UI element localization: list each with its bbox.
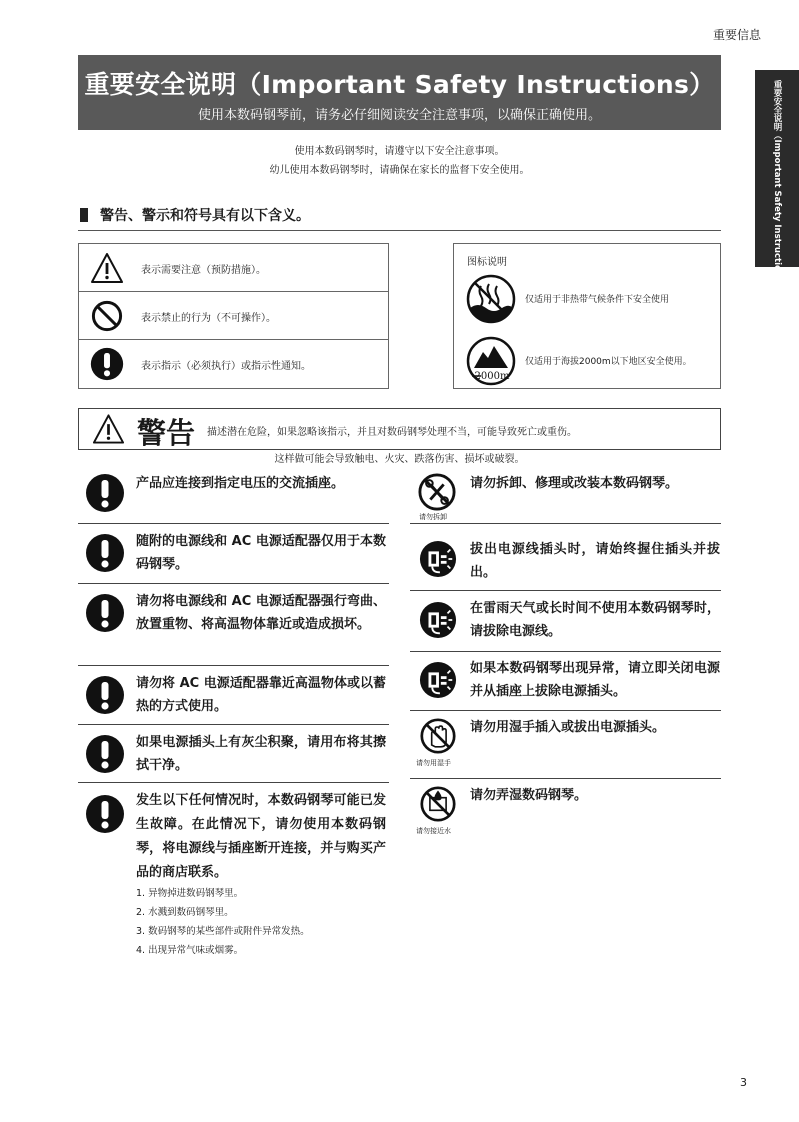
right-item-caption: 请勿用湿手 (416, 759, 451, 767)
intro-line-1: 使用本数码钢琴时，请遵守以下安全注意事项。 (294, 146, 505, 157)
list-item: 3. 数码钢琴的某些部件或附件异常发热。 (136, 926, 310, 937)
mandatory-action-icon (85, 734, 125, 774)
icon-legend-title: 图标说明 (467, 257, 507, 268)
legend-row (79, 292, 388, 340)
icon-legend-text: 仅适用于海拔2000m以下地区安全使用。 (525, 357, 692, 367)
legend-text: 表示禁止的行为（不可操作）。 (141, 313, 276, 324)
malfunction-list (136, 884, 310, 960)
right-item-text: 在雷雨天气或长时间不使用本数码钢琴时，请拔除电源线。 (470, 601, 720, 639)
caution-triangle-icon (90, 251, 124, 285)
unplug-icon (419, 540, 457, 578)
icon-legend (453, 243, 721, 389)
mandatory-action-icon (85, 533, 125, 573)
page-title: 重要安全说明（Important Safety Instructions） (84, 70, 715, 99)
list-item: 4. 出现异常气味或烟雾。 (136, 945, 244, 956)
legend-text: 表示需要注意（预防措施）。 (141, 265, 266, 276)
divider (410, 590, 721, 591)
left-item-text: 发生以下任何情况时，本数码钢琴可能已发生故障。在此情况下，请勿使用本数码钢琴，将电源线与插座断开连接，并与购买产品的商店联系。 (136, 793, 386, 880)
symbol-legend (78, 243, 389, 389)
right-item-caption: 请勿拆卸 (419, 513, 447, 521)
right-item-text: 请勿弄湿数码钢琴。 (470, 788, 588, 803)
list-item: 2. 水溅到数码钢琴里。 (136, 907, 234, 918)
warning-triangle-icon (92, 413, 125, 445)
altitude-2000m-icon (466, 336, 516, 386)
left-item-text: 随附的电源线和 AC 电源适配器仅用于本数码钢琴。 (136, 534, 386, 572)
right-item-text: 如果本数码钢琴出现异常，请立即关闭电源并从插座上拔除电源插头。 (470, 661, 720, 699)
icon-legend-row (466, 336, 716, 386)
divider (78, 665, 389, 666)
mandatory-action-icon (90, 347, 124, 381)
right-item-text: 请勿用湿手插入或拔出电源插头。 (470, 720, 666, 735)
right-item-text: 拔出电源线插头时，请始终握住插头并拔出。 (470, 542, 720, 580)
divider (78, 724, 389, 725)
divider (78, 523, 389, 524)
legend-text: 表示指示（必须执行）或指示性通知。 (141, 361, 311, 372)
legend-row (79, 244, 388, 292)
warning-description: 描述潜在危险，如果忽略该指示，并且对数码钢琴处理不当，可能导致死亡或重伤。 (207, 427, 577, 438)
icon-legend-row (466, 274, 716, 324)
intro-line-2: 幼儿使用本数码钢琴时，请确保在家长的监督下安全使用。 (269, 165, 530, 176)
symbols-heading (78, 205, 721, 231)
mandatory-action-icon (85, 794, 125, 834)
warning-note: 这样做可能会导致触电、火灾、跌落伤害、损坏或破裂。 (274, 454, 525, 465)
side-tab (755, 70, 799, 291)
legend-row (79, 340, 388, 388)
divider (78, 782, 389, 783)
left-item-text: 产品应连接到指定电压的交流插座。 (136, 476, 345, 491)
heading-marker (80, 208, 88, 222)
mandatory-action-icon (85, 675, 125, 715)
divider (410, 710, 721, 711)
no-disassembly-icon (418, 473, 456, 511)
symbols-heading-text: 警告、警示和符号具有以下含义。 (100, 208, 310, 224)
warning-box (78, 408, 721, 450)
icon-legend-text: 仅适用于非热带气候条件下安全使用 (525, 295, 670, 305)
mandatory-action-icon (85, 473, 125, 513)
left-item-text: 请勿将电源线和 AC 电源适配器强行弯曲、放置重物、将高温物体靠近或造成损坏。 (136, 594, 386, 632)
left-item-text: 如果电源插头上有灰尘积聚，请用布将其擦拭干净。 (136, 735, 386, 773)
prohibition-icon (90, 299, 124, 333)
no-water-icon (420, 786, 456, 822)
non-tropical-climate-icon (466, 274, 516, 324)
left-item-text: 请勿将 AC 电源适配器靠近高温物体或以蓄热的方式使用。 (136, 676, 386, 714)
page-number: 3 (740, 1076, 747, 1089)
altitude-badge: 2000m (474, 371, 510, 382)
right-item-caption: 请勿接近水 (416, 827, 451, 835)
warning-label: 警告 (137, 416, 196, 450)
page-header: 重要信息 (712, 28, 761, 42)
mandatory-action-icon (85, 593, 125, 633)
right-item-text: 请勿拆卸、修理或改装本数码钢琴。 (470, 476, 679, 491)
divider (410, 523, 721, 524)
unplug-icon (419, 601, 457, 639)
divider (410, 651, 721, 652)
unplug-icon (419, 661, 457, 699)
side-tab-label: 重要安全说明（Important Safety Instructions） (772, 80, 782, 291)
divider (410, 778, 721, 779)
divider (78, 583, 389, 584)
page-subtitle: 使用本数码钢琴前，请务必仔细阅读安全注意事项，以确保正确使用。 (197, 108, 601, 123)
title-banner (78, 55, 721, 130)
list-item: 1. 异物掉进数码钢琴里。 (136, 888, 244, 899)
no-wet-hands-icon (420, 718, 456, 754)
